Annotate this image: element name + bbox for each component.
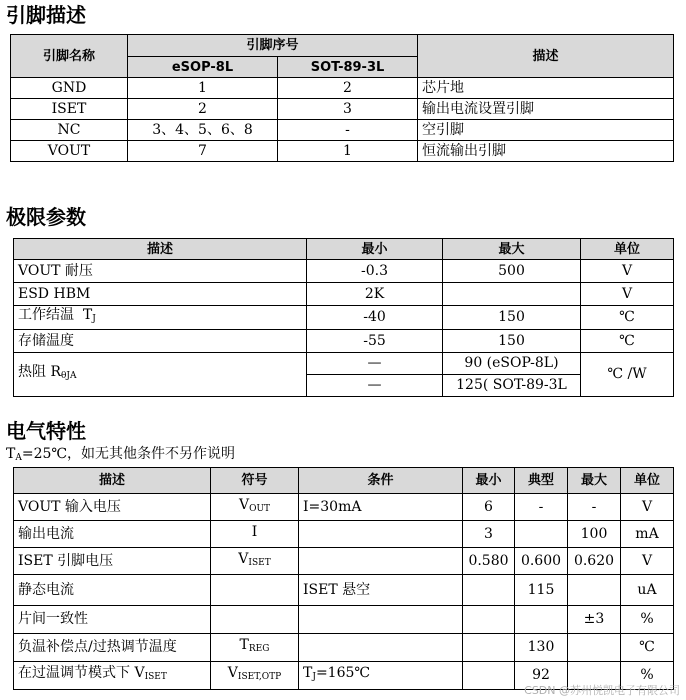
section-title-absolute-max: 极限参数 [6,205,86,229]
elec-description: 静态电流 [14,575,211,606]
elec-typ [515,521,568,548]
pin-sot: 2 [278,78,418,99]
limit-min: 2K [307,283,443,306]
pin-esop: 7 [128,141,278,162]
pin-name: VOUT [11,141,128,162]
elec-symbol: $V_{ISET,OTP}$ [211,662,299,690]
elec-min [463,662,515,690]
elec-min: 3 [463,521,515,548]
header-unit: 单位 [621,468,674,494]
limit-min: — [307,375,443,397]
header-package-sot89: SOT-89-3L [278,57,418,78]
table-row [14,260,674,283]
elec-condition: $T_J=165℃$ [299,662,463,690]
header-pin-number: 引脚序号 [128,35,418,57]
table-row [14,634,674,662]
pin-sot: - [278,120,418,141]
elec-unit: ℃ [621,634,674,662]
section-title-electrical: 电气特性 [6,419,86,443]
elec-max: 0.620 [568,548,621,575]
elec-unit: V [621,548,674,575]
elec-symbol [211,606,299,634]
elec-typ: - [515,494,568,521]
elec-condition: I=30mA [299,494,463,521]
table-row [14,548,674,575]
elec-unit: % [621,662,674,690]
limit-description: ESD HBM [14,283,307,306]
header-pin-name: 引脚名称 [11,35,128,78]
elec-condition [299,521,463,548]
elec-description: 片间一致性 [14,606,211,634]
elec-symbol: I [211,521,299,548]
limit-min: -55 [307,330,443,353]
table-row [11,120,674,141]
limit-unit: ℃ /W [581,353,674,397]
limit-max [443,283,581,306]
elec-condition [299,548,463,575]
pin-description: 芯片地 [418,78,674,99]
table-row [14,330,674,353]
header-max: 最大 [568,468,621,494]
header-min: 最小 [307,239,443,260]
elec-typ: 0.600 [515,548,568,575]
limit-unit: ℃ [581,330,674,353]
header-typ: 典型 [515,468,568,494]
limit-min: -0.3 [307,260,443,283]
limit-unit: V [581,260,674,283]
thermal-resistance-label: 热阻 $R_{\theta JA}$ [14,353,307,397]
limits-table [13,238,674,397]
elec-condition [299,606,463,634]
pin-sot: 1 [278,141,418,162]
limit-unit: ℃ [581,306,674,330]
table-row [14,306,674,330]
pin-description: 输出电流设置引脚 [418,99,674,120]
header-condition: 条件 [299,468,463,494]
table-row [14,283,674,306]
elec-max [568,575,621,606]
elec-unit: V [621,494,674,521]
elec-symbol: $T_{REG}$ [211,634,299,662]
elec-description: 输出电流 [14,521,211,548]
table-row [11,141,674,162]
elec-min: 6 [463,494,515,521]
pin-esop: 3、4、5、6、8 [128,120,278,141]
table-row [11,99,674,120]
condition-note: $T_A=25℃$，如无其他条件不另作说明 [6,446,236,463]
elec-max [568,634,621,662]
limit-unit: V [581,283,674,306]
table-row [14,575,674,606]
header-unit: 单位 [581,239,674,260]
limit-max: 150 [443,306,581,330]
header-description: 描述 [14,468,211,494]
limit-min: — [307,353,443,375]
elec-description: VOUT 输入电压 [14,494,211,521]
elec-typ: 92 [515,662,568,690]
limit-min: -40 [307,306,443,330]
pin-name: GND [11,78,128,99]
elec-max: ±3 [568,606,621,634]
limit-max: 90 (eSOP-8L) [443,353,581,375]
watermark: CSDN @苏州悦凯电子有限公司 [524,684,680,697]
table-row [14,606,674,634]
pin-esop: 2 [128,99,278,120]
header-package-esop8l: eSOP-8L [128,57,278,78]
header-description: 描述 [14,239,307,260]
pin-description: 空引脚 [418,120,674,141]
elec-unit: mA [621,521,674,548]
elec-symbol: $V_{ISET}$ [211,548,299,575]
table-row [14,494,674,521]
limit-description: 存储温度 [14,330,307,353]
elec-typ [515,606,568,634]
limit-max: 150 [443,330,581,353]
elec-min [463,634,515,662]
elec-unit: % [621,606,674,634]
limit-description: 工作结温 $T_J$ [14,306,307,330]
pin-esop: 1 [128,78,278,99]
limit-description: VOUT 耐压 [14,260,307,283]
elec-symbol: $V_{OUT}$ [211,494,299,521]
elec-description: 负温补偿点/过热调节温度 [14,634,211,662]
pin-name: ISET [11,99,128,120]
table-row [14,521,674,548]
elec-min [463,606,515,634]
pin-table [10,34,674,162]
elec-max: - [568,494,621,521]
limit-max: 125( SOT-89-3L [443,375,581,397]
pin-sot: 3 [278,99,418,120]
elec-condition [299,634,463,662]
limit-max: 500 [443,260,581,283]
header-symbol: 符号 [211,468,299,494]
table-row [14,353,674,375]
pin-name: NC [11,120,128,141]
elec-typ: 115 [515,575,568,606]
header-min: 最小 [463,468,515,494]
header-max: 最大 [443,239,581,260]
electrical-table [13,467,674,690]
elec-min: 0.580 [463,548,515,575]
elec-condition: ISET 悬空 [299,575,463,606]
elec-description: ISET 引脚电压 [14,548,211,575]
elec-min [463,575,515,606]
table-row [11,78,674,99]
elec-unit: uA [621,575,674,606]
header-description: 描述 [418,35,674,78]
section-title-pin-description: 引脚描述 [6,3,86,27]
elec-max: 100 [568,521,621,548]
elec-description: 在过温调节模式下 $V_{ISET}$ [14,662,211,690]
elec-typ: 130 [515,634,568,662]
elec-symbol [211,575,299,606]
pin-description: 恒流输出引脚 [418,141,674,162]
